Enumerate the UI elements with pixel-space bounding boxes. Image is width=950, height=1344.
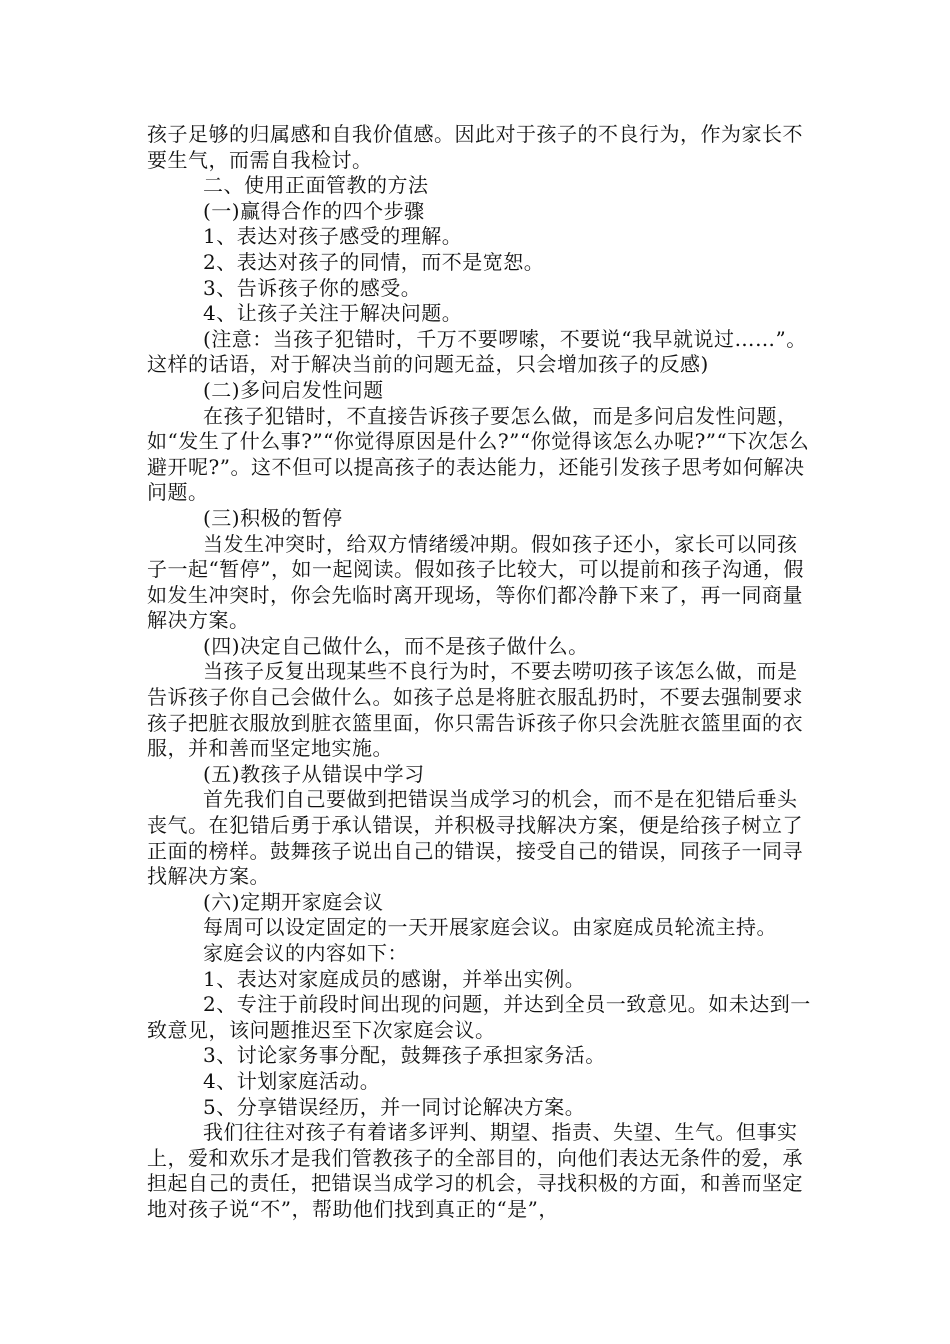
paragraph: (注意：当孩子犯错时，千万不要啰嗦，不要说“我早就说过……”。这样的话语，对于解决当前的问题无益，只会增加孩子的反感) <box>147 326 807 377</box>
paragraph: 1、表达对孩子感受的理解。 <box>203 224 463 249</box>
paragraph: 当孩子反复出现某些不良行为时，不要去唠叨孩子该怎么做，而是告诉孩子你自己会做什么。如孩子总是将脏衣服乱扔时，不要去强制要求孩子把脏衣服放到脏衣篮里面，你只需告诉孩子你只会洗脏衣篮里面的衣服，并和善而坚定地实施。 <box>147 659 803 761</box>
paragraph: 2、表达对孩子的同情，而不是宽恕。 <box>203 249 545 274</box>
paragraph: 3、告诉孩子你的感受。 <box>203 275 422 300</box>
paragraph: 当发生冲突时，给双方情绪缓冲期。假如孩子还小，家长可以同孩子一起“暂停”，如一起阅读。假如孩子比较大，可以提前和孩子沟通，假如发生冲突时，你会先临时离开现场，等你们都冷静下来了，再一同商量解决方案。 <box>147 531 804 633</box>
paragraph: 家庭会议的内容如下： <box>203 941 408 965</box>
paragraph: (三)积极的暂停 <box>203 505 343 530</box>
document-body <box>147 122 815 1223</box>
paragraph: 4、计划家庭活动。 <box>203 1068 381 1093</box>
paragraph: (五)教孩子从错误中学习 <box>203 761 425 786</box>
paragraph: 我们往往对孩子有着诸多评判、期望、指责、失望、生气。但事实上，爱和欢乐才是我们管教孩子的全部目的，向他们表达无条件的爱，承担起自己的责任，把错误当成学习的机会，寻找积极的方面，和善而坚定地对孩子说“不”，帮助他们找到真正的“是”， <box>147 1120 803 1221</box>
paragraph: 每周可以设定固定的一天开展家庭会议。由家庭成员轮流主持。 <box>203 915 777 940</box>
paragraph: (一)赢得合作的四个步骤 <box>203 198 425 223</box>
paragraph: (四)决定自己做什么，而不是孩子做什么。 <box>203 633 589 658</box>
paragraph: (二)多问启发性问题 <box>203 377 384 402</box>
paragraph: 3、讨论家务事分配，鼓舞孩子承担家务活。 <box>203 1043 606 1068</box>
paragraph: 5、分享错误经历，并一同讨论解决方案。 <box>203 1094 586 1119</box>
paragraph: 2、专注于前段时间出现的问题，并达到全员一致意见。如未达到一致意见，该问题推迟至下次家庭会议。 <box>147 992 811 1042</box>
paragraph: 孩子足够的归属感和自我价值感。因此对于孩子的不良行为，作为家长不要生气，而需自我检讨。 <box>147 122 803 172</box>
paragraph: 首先我们自己要做到把错误当成学习的机会，而不是在犯错后垂头丧气。在犯错后勇于承认错误，并积极寻找解决方案，便是给孩子树立了正面的榜样。鼓舞孩子说出自己的错误，接受自己的错误，同孩子一同寻找解决方案。 <box>147 787 803 889</box>
paragraph: 4、让孩子关注于解决问题。 <box>203 301 463 326</box>
paragraph: 在孩子犯错时，不直接告诉孩子要怎么做，而是多问启发性问题，如“发生了什么事?”“你觉得原因是什么?”“你觉得该怎么办呢?”“下次怎么避开呢?”。这不但可以提高孩子的表达能力，还能引发孩子思考如何解决问题。 <box>147 403 810 505</box>
paragraph: 1、表达对家庭成员的感谢，并举出实例。 <box>203 966 586 991</box>
paragraph: 二、使用正面管教的方法 <box>203 173 429 198</box>
paragraph: (六)定期开家庭会议 <box>203 889 384 914</box>
